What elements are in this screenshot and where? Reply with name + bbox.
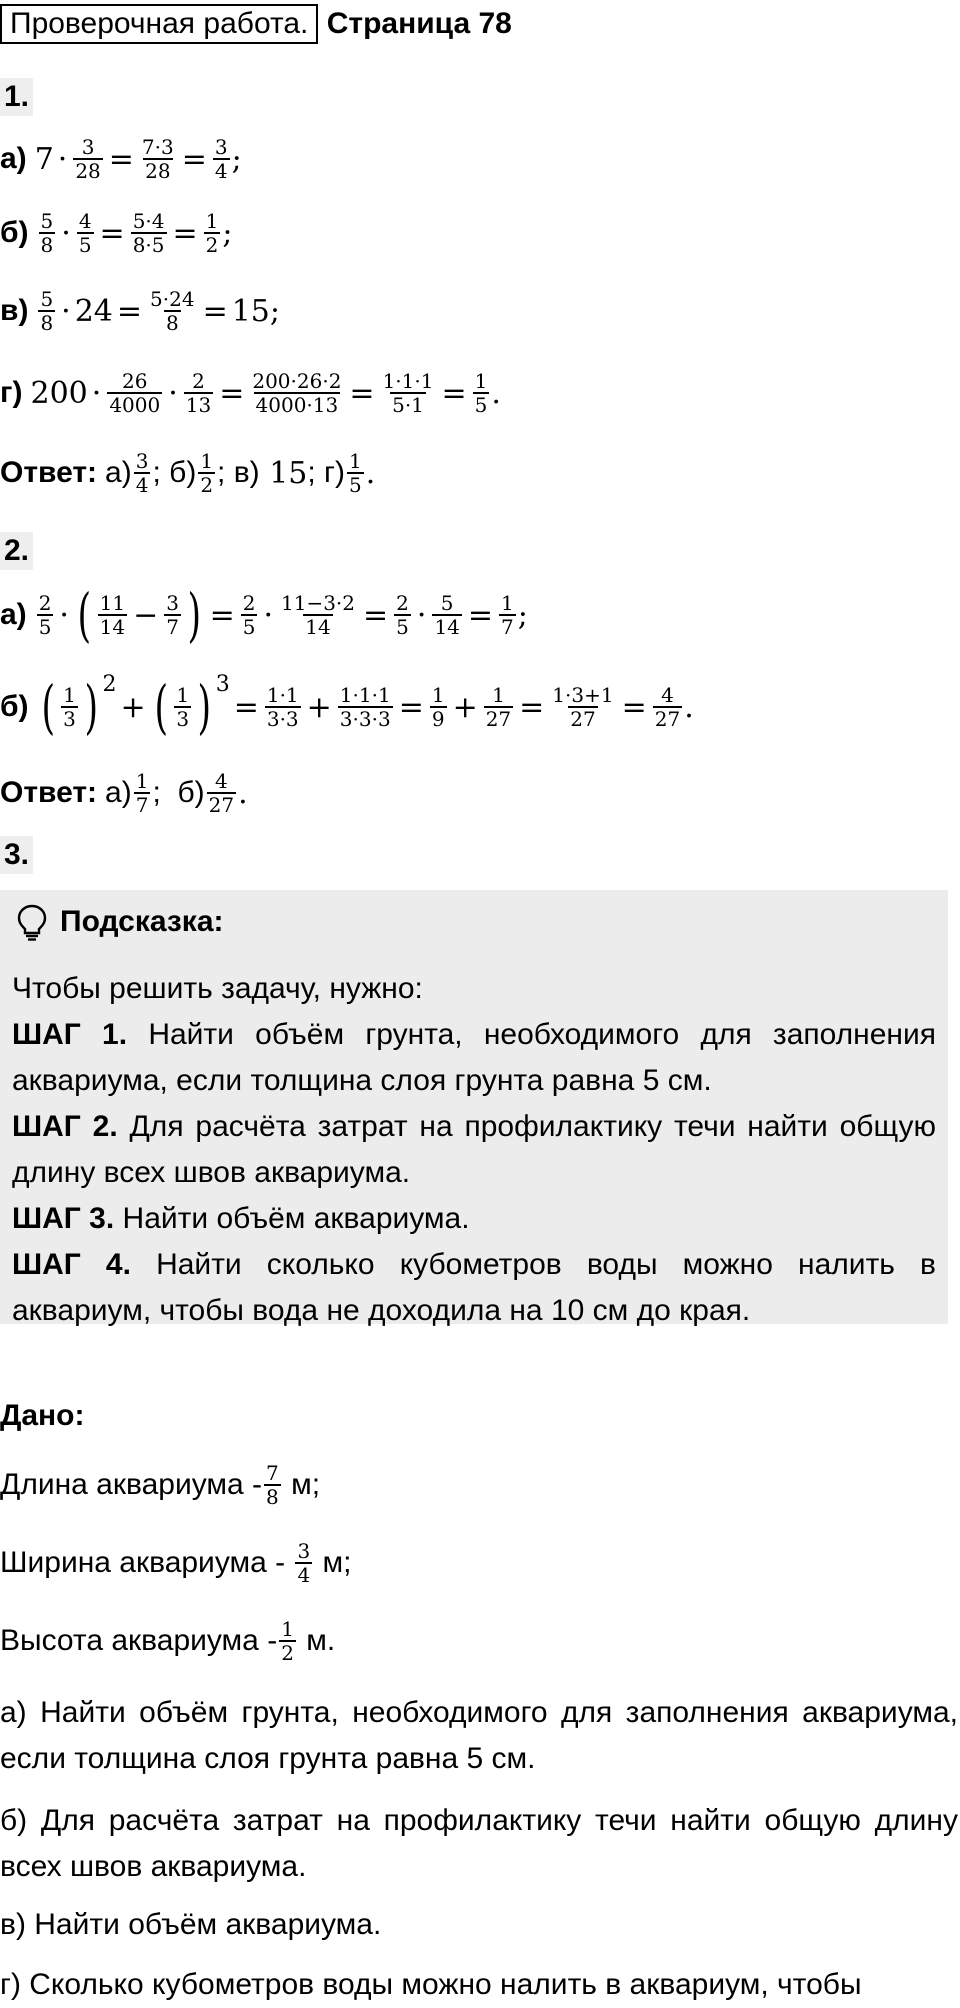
work-title-boxed: Проверочная работа. [0,4,318,44]
page-header [0,4,512,44]
hint-intro: Чтобы решить задачу, нужно: [12,972,423,1005]
fraction: $\frac{4}{27}$ [208,769,235,817]
task-1c-line: в) $\frac{5}{8}$ · 24 = $\frac{5\cdot 24}{8}$ = 15 ; [0,287,281,335]
fraction: $\frac{1}{5}$ [474,369,488,417]
fraction: $\frac{1}{5}$ [349,449,362,497]
fraction: $\frac{200\cdot 26\cdot 2}{4000\cdot 13}$ [252,369,342,417]
fraction: $\frac{4}{27}$ [654,683,681,731]
fraction: $\frac{1}{3}$ [176,683,190,731]
given-title: Дано: [0,1399,85,1432]
fraction: $\frac{2}{5}$ [396,591,409,639]
fraction: $\frac{11-3\cdot 2}{14}$ [281,591,356,639]
fraction: $\frac{1\cdot 1}{3\cdot 3}$ [266,683,299,731]
hint-step-2: ШАГ 2. Для расчёта затрат на профилактику течи найти общую длину всех швов аквариума. [12,1110,936,1189]
fraction: $\frac{5\cdot 24}{8}$ [150,287,195,335]
fraction: $\frac{5}{8}$ [40,287,54,335]
task-1d-line: г) 200 · $\frac{26}{4000}$ · $\frac{2}{13}$ = $\frac{200\cdot 26\cdot 2}{4000\cdot 13}$ = $\frac{1\cdot 1\cdot 1}{5\cdot 1}$ = $\frac{1}{5}$ . [0,369,501,417]
task-2a-line: а) $\frac{2}{5}$ · ( $\frac{11}{14}$ − $\frac{3}{7}$ ) = $\frac{2}{5}$ · $\frac{11-3\cdot 2}{14}$ = $\frac{2}{5}$ · $\frac{5}{14}$ = $\frac{1}{7}$ ; [0,581,528,649]
item-label: а) [0,142,27,175]
task-1a-line: а) 7 · $\frac{3}{28}$ = $\frac{7\cdot 3}{28}$ = $\frac{3}{4}$ ; [0,135,242,183]
fraction: $\frac{2}{13}$ [185,369,212,417]
answer-label: Ответ: [0,456,98,489]
question-a: а) Найти объём грунта, необходимого для заполнения аквариума, если толщина слоя грунта равна 5 см. [0,1696,958,1775]
given-width: Ширина аквариума - $\frac{3}{4}$ м; [0,1539,352,1587]
question-c: в) Найти объём аквариума. [0,1908,382,1941]
fraction: $\frac{26}{4000}$ [109,369,161,417]
fraction: $\frac{5}{8}$ [40,209,54,257]
task-2b-line: б) ( $\frac{1}{3}$ ) 2 + ( $\frac{1}{3}$ ) 3 = $\frac{1\cdot 1}{3\cdot 3}$ + $\frac{1\cdot 1\cdot 1}{3\cdot 3\cdot 3}$ = $\frac{1}{9}$ + $\frac{1}{27}$ = $\frac{1\cdot 3+1}{27}$ = $\frac{4}{27}$ . [0,672,694,741]
hint-box [0,890,948,1327]
page-number: Страница 78 [326,7,512,40]
fraction: $\frac{1}{2}$ [281,1617,294,1665]
fraction: $\frac{2}{5}$ [242,591,256,639]
task-2-answer: Ответ: а) $\frac{1}{7}$ ; б) $\frac{4}{27}$ . [0,769,248,817]
fraction: $\frac{1}{3}$ [63,683,76,731]
task-2-number: 2. [0,532,33,570]
task-1-number: 1. [0,78,33,116]
fraction: $\frac{2}{5}$ [38,591,52,639]
fraction: $\frac{5}{14}$ [434,591,460,639]
task-1-answer: Ответ: а) $\frac{3}{4}$ ; б) $\frac{1}{2}$ ; в) 15 ; г) $\frac{1}{5}$ . [0,449,376,497]
lightbulb-icon [12,902,52,942]
fraction: $\frac{11}{14}$ [99,591,126,639]
fraction: $\frac{7}{8}$ [266,1461,279,1509]
number: 7 [34,141,54,177]
fraction: $\frac{3}{7}$ [166,591,179,639]
fraction: $\frac{1\cdot 1\cdot 1}{3\cdot 3\cdot 3}$ [339,683,391,731]
hint-step-3: ШАГ 3. Найти объём аквариума. [12,1202,470,1235]
hint-step-1: ШАГ 1. Найти объём грунта, необходимого для заполнения аквариума, если толщина слоя грунта равна 5 см. [12,1018,936,1097]
given-height: Высота аквариума - $\frac{1}{2}$ м. [0,1617,336,1665]
fraction: $\frac{1\cdot 3+1}{27}$ [552,683,614,731]
item-label: в) [0,294,29,327]
fraction: $\frac{3}{4}$ [297,1539,311,1587]
fraction: $\frac{3}{28}$ [75,135,101,183]
fraction: $\frac{3}{4}$ [214,135,228,183]
given-length: Длина аквариума - $\frac{7}{8}$ м; [0,1461,321,1509]
fraction: $\frac{1}{2}$ [200,449,214,497]
fraction: $\frac{7\cdot 3}{28}$ [141,135,174,183]
hint-step-4: ШАГ 4. Найти сколько кубометров воды можно налить в аквариум, чтобы вода не доходила на 10 см до края. [12,1248,936,1327]
hint-title: Подсказка: [12,902,224,942]
question-b: б) Для расчёта затрат на профилактику течи найти общую длину всех швов аквариума. [0,1804,958,1883]
fraction: $\frac{1}{7}$ [501,591,514,639]
fraction: $\frac{5\cdot 4}{8\cdot 5}$ [132,209,165,257]
fraction: $\frac{1}{2}$ [205,209,219,257]
fraction: $\frac{1}{9}$ [431,683,445,731]
item-label: б) [0,216,29,249]
question-d: г) Сколько кубометров воды можно налить в аквариум, чтобы [0,1968,862,2001]
fraction: $\frac{4}{5}$ [78,209,92,257]
item-label: б) [0,690,29,723]
fraction: $\frac{1}{7}$ [135,769,149,817]
fraction: $\frac{1\cdot 1\cdot 1}{5\cdot 1}$ [382,369,434,417]
item-label: а) [0,598,27,631]
item-label: г) [0,376,23,409]
task-3-number: 3. [0,836,33,874]
fraction: $\frac{3}{4}$ [135,449,149,497]
answer-label: Ответ: [0,776,98,809]
task-1b-line: б) $\frac{5}{8}$ · $\frac{4}{5}$ = $\frac{5\cdot 4}{8\cdot 5}$ = $\frac{1}{2}$ ; [0,209,233,257]
fraction: $\frac{1}{27}$ [485,683,512,731]
